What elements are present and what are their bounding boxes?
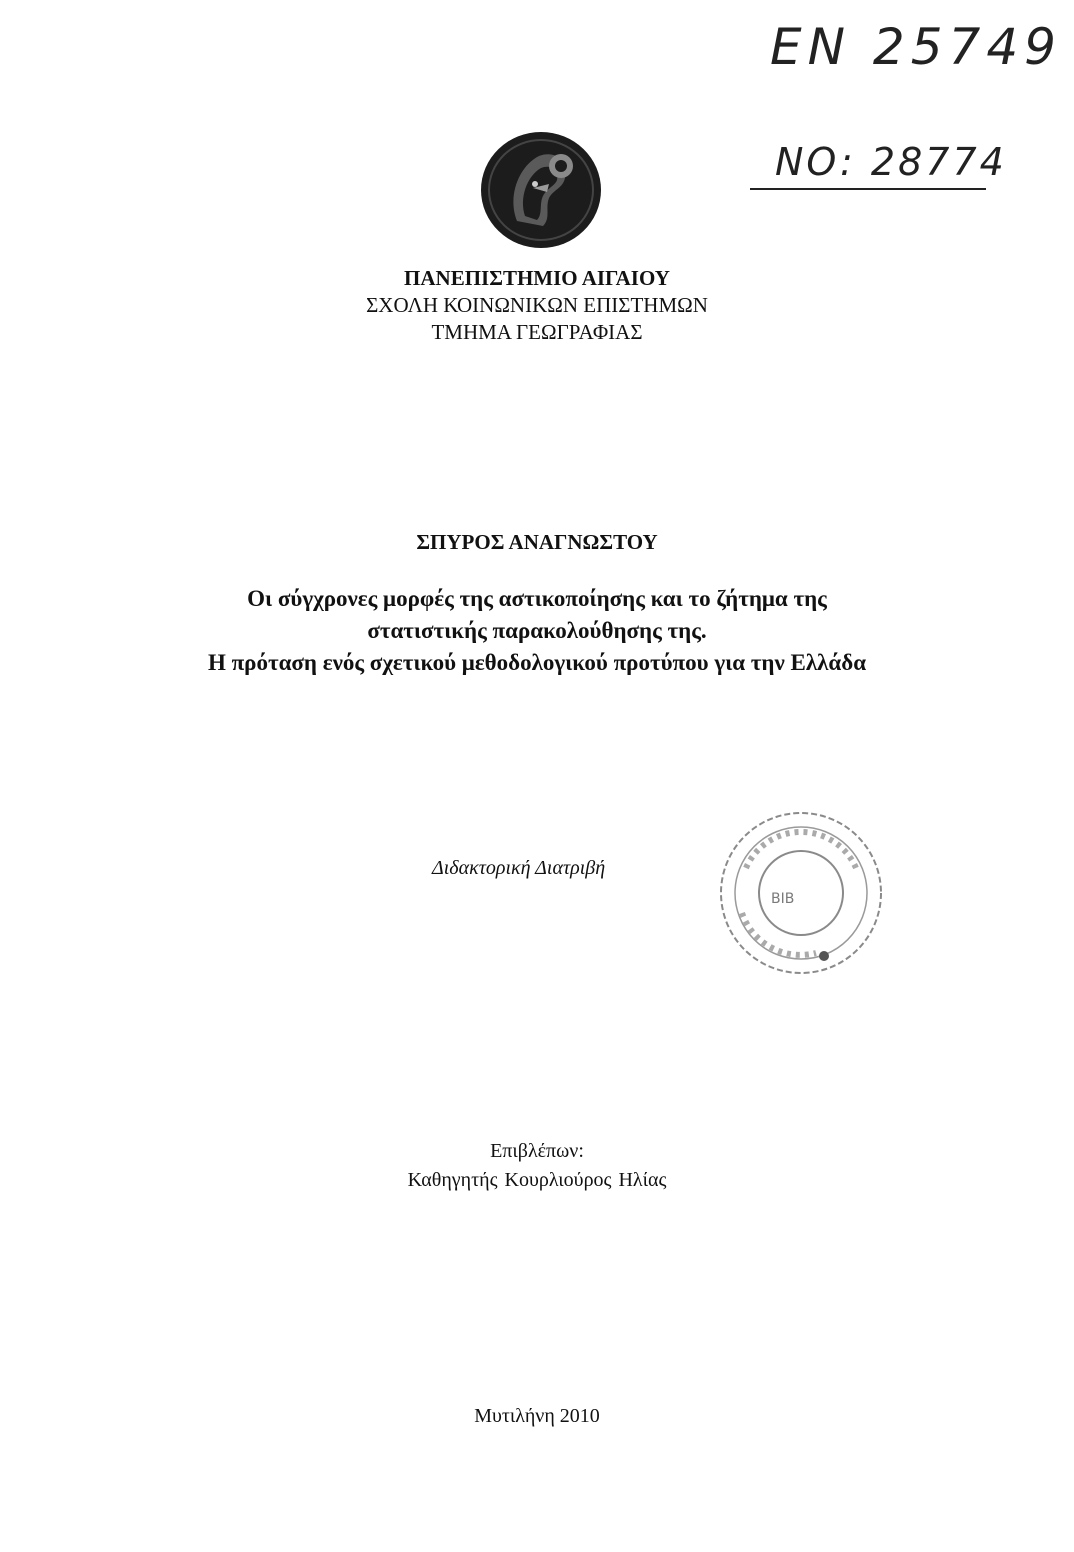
thesis-type: Διδακτορική Διατριβή bbox=[432, 857, 606, 879]
school-name: ΣΧΟΛΗ ΚΟΙΝΩΝΙΚΩΝ ΕΠΙΣΤΗΜΩΝ bbox=[366, 293, 708, 317]
no-number-underline bbox=[750, 188, 986, 190]
stamp-text: BIB bbox=[771, 891, 795, 907]
no-number: NO: 28774 bbox=[775, 140, 1007, 184]
thesis-title bbox=[0, 583, 1074, 679]
university-name: ΠΑΝΕΠΙΣΤΗΜΙΟ ΑΙΓΑΙΟΥ bbox=[404, 266, 670, 290]
title-line-3: Η πρόταση ενός σχετικού μεθοδολογικού προτύπου για την Ελλάδα bbox=[207, 650, 867, 675]
university-seal-icon bbox=[477, 126, 605, 254]
author-name: ΣΠΥΡΟΣ ΑΝΑΓΝΩΣΤΟΥ bbox=[416, 530, 658, 554]
accession-number: EN 25749 bbox=[770, 18, 1062, 76]
library-stamp-icon bbox=[716, 808, 886, 978]
title-line-1: Οι σύγχρονες μορφές της αστικοποίησης και το ζήτημα της bbox=[247, 586, 827, 611]
place-year: Μυτιλήνη 2010 bbox=[474, 1405, 600, 1427]
department-name: ΤΜΗΜΑ ΓΕΩΓΡΑΦΙΑΣ bbox=[431, 320, 643, 344]
supervisor-name: Καθηγητής Κουρλιούρος Ηλίας bbox=[407, 1169, 667, 1191]
supervisor-label: Επιβλέπων: bbox=[490, 1140, 584, 1162]
title-line-2: στατιστικής παρακολούθησης της. bbox=[367, 618, 707, 643]
